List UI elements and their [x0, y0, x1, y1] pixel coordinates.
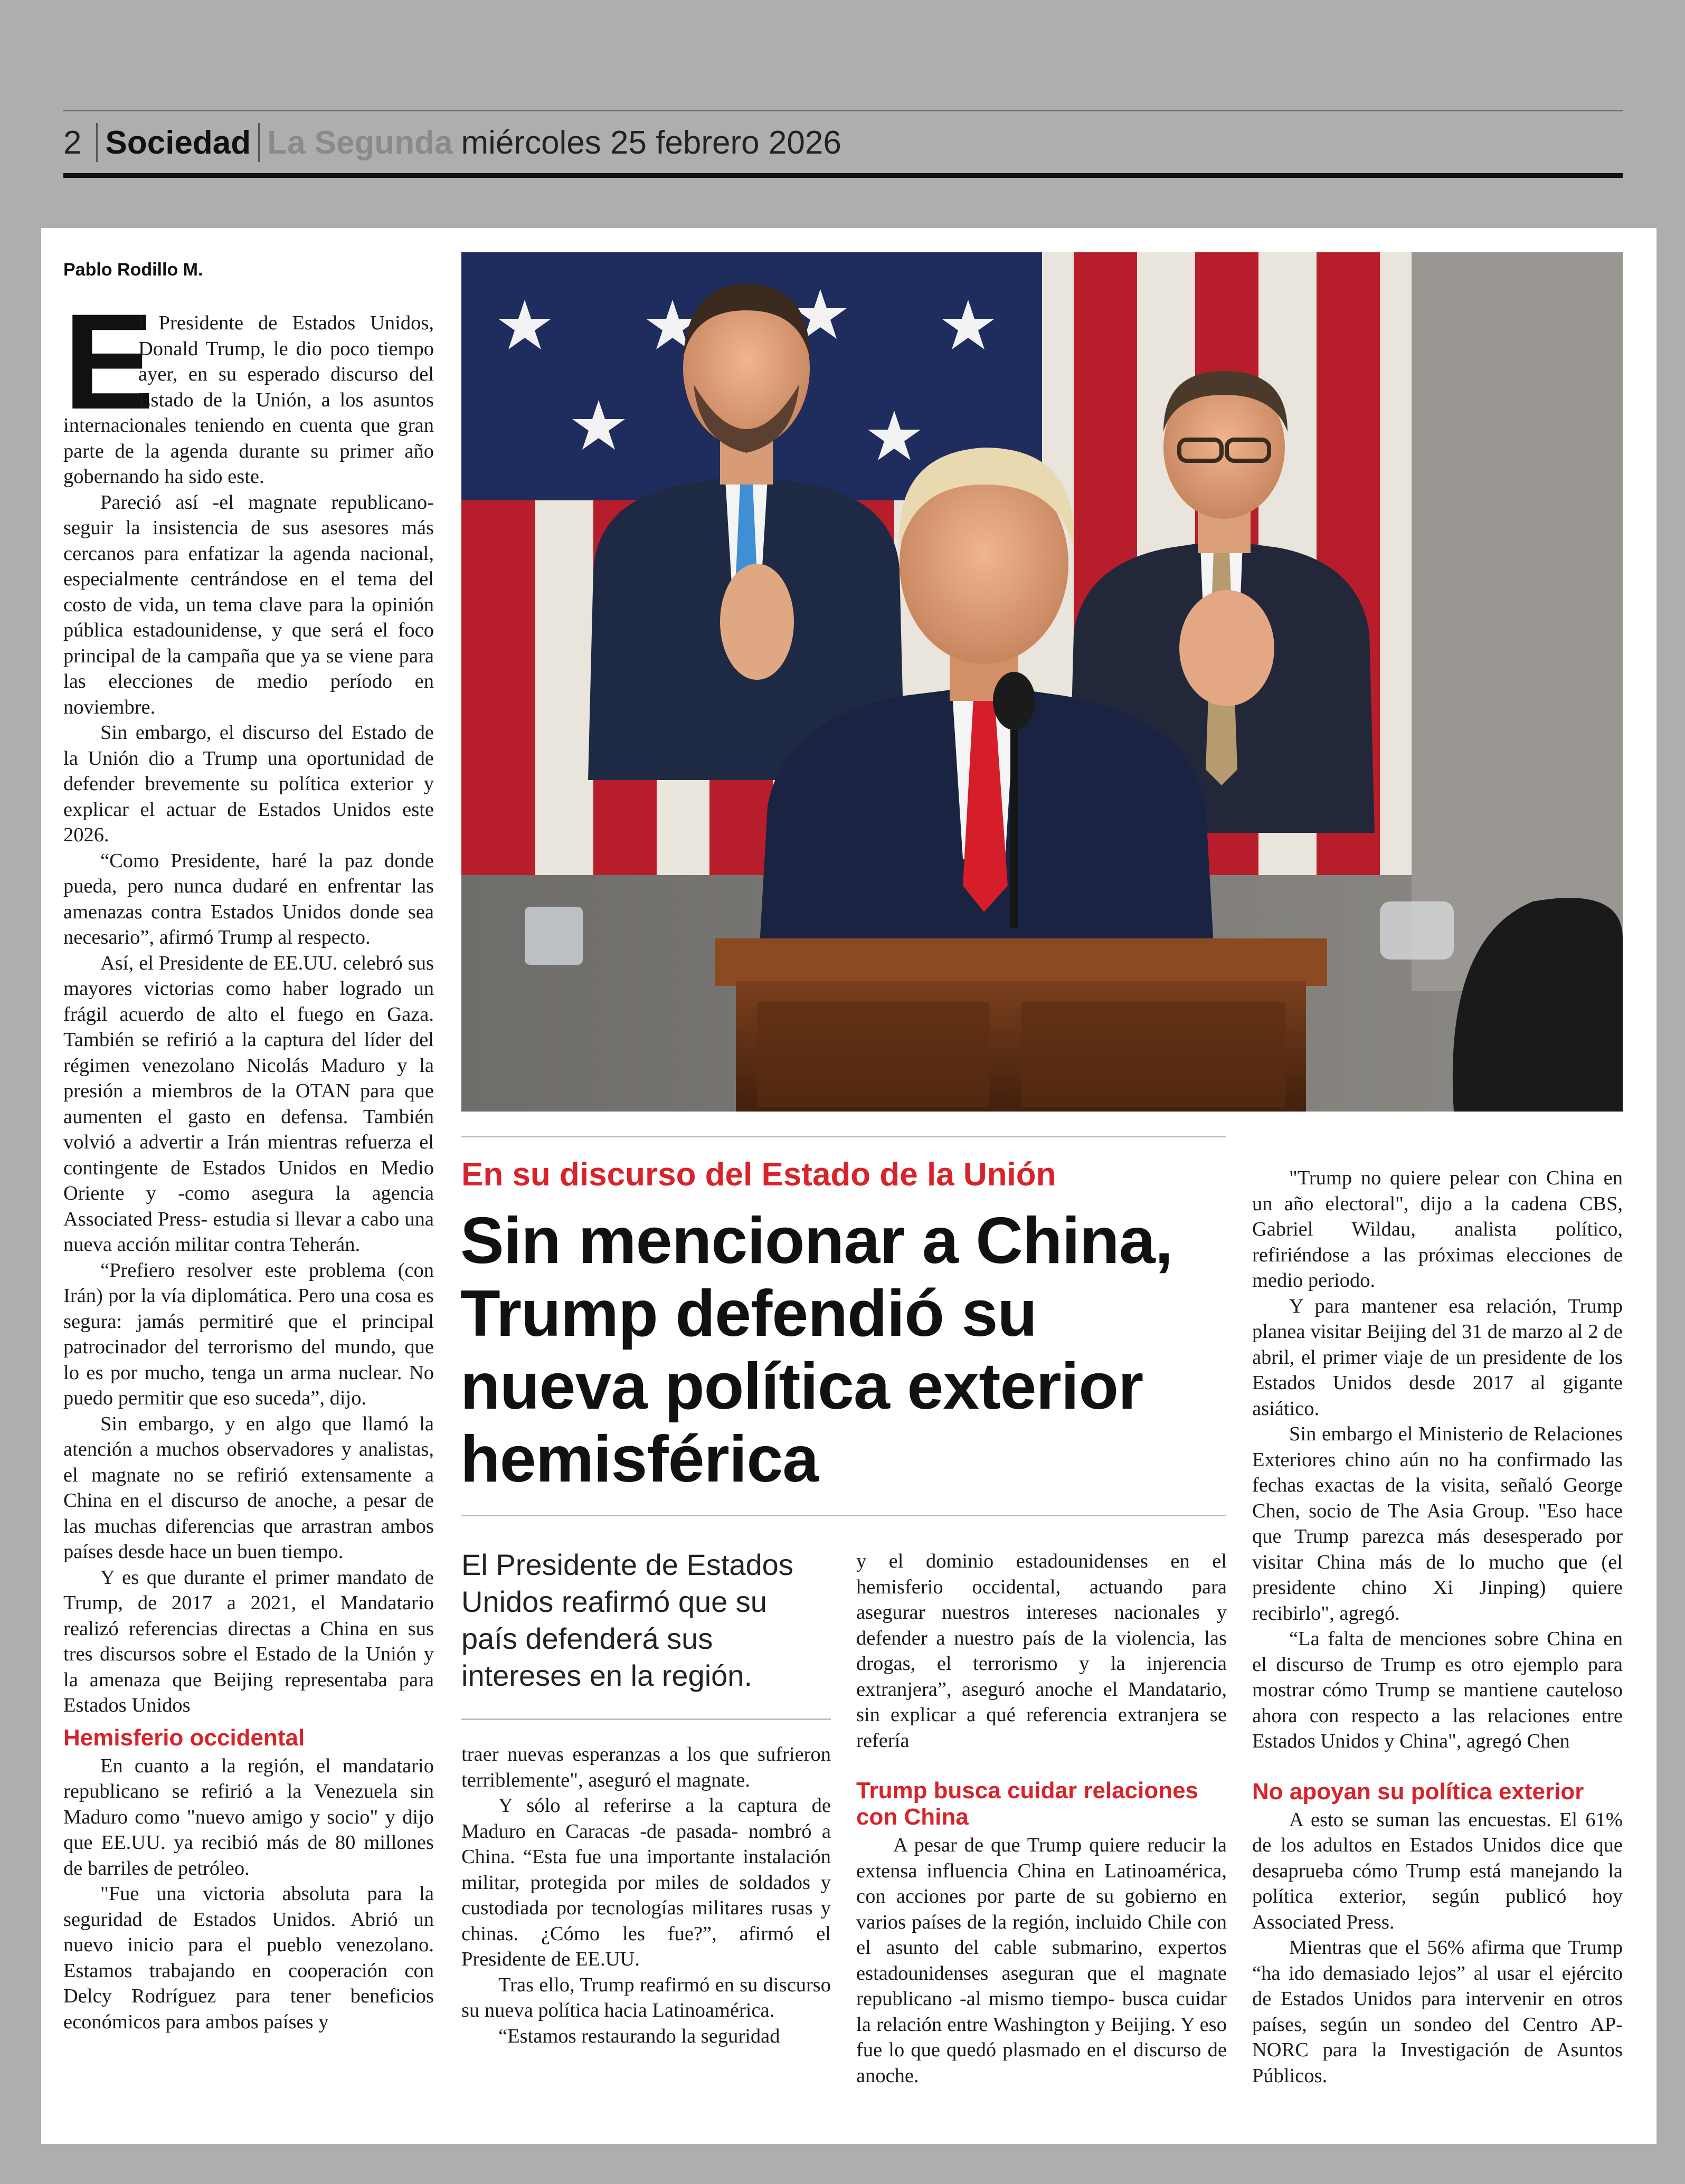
page-header [63, 117, 841, 168]
issue-date: miércoles 25 febrero 2026 [461, 124, 841, 161]
deck-summary: El Presidente de Estados Unidos reafirmó que su país defenderá sus intereses en la región. [461, 1548, 793, 1692]
divider-rule [461, 1718, 831, 1720]
body-paragraph: Y es que durante el primer mandato de Trump, de 2017 a 2021, el Mandatario realizó referencias directas a China en sus tres discursos sobre el Estado de la Unión y la amenaza que Beijing representaba para Estados Unidos [63, 1566, 434, 1716]
body-paragraph: traer nuevas esperanzas a los que sufrieron terriblemente", aseguró el magnate. [461, 1743, 831, 1791]
header-divider [258, 123, 260, 162]
byline: Pablo Rodillo M. [63, 260, 203, 280]
divider-rule [461, 1136, 1226, 1137]
body-paragraph: “Estamos restaurando la seguridad [498, 2025, 780, 2047]
body-paragraph: “Prefiero resolver este problema (con Irán) por la vía diplomática. Pero una cosa es segura: jamás permitiré que el principal patrocinador del terrorismo del mundo, que lo es por mucho, tenga un arma nuclear. No puedo permitir que eso suceda”, dijo. [63, 1259, 434, 1409]
body-paragraph: “La falta de menciones sobre China en el discurso de Trump es otro ejemplo para mostrar cómo Trump se mantiene cauteloso ahora con respecto a las relaciones entre Estados Unidos y China", agregó Chen [1252, 1628, 1623, 1752]
subhead-hemisferio: Hemisferio occidental [63, 1724, 305, 1751]
lead-text: l Presidente de Estados Unidos, Donald Trump, le dio poco tiempo ayer, en su esperado discurso del Estado de la Unión, a los asuntos internacionales teniendo en cuenta que gran parte de la agenda durante su primer año gobernando ha sido este. [63, 312, 434, 488]
body-paragraph: "Fue una victoria absoluta para la seguridad de Estados Unidos. Abrió un nuevo inicio para el pueblo venezolano. Estamos trabajando en cooperación con Delcy Rodríguez para tener beneficios económicos para ambos países y [63, 1883, 434, 2033]
body-paragraph: Sin embargo, el discurso del Estado de la Unión dio a Trump una oportunidad de defender brevemente su política exterior y explicar el actuar de Estados Unidos este 2026. [63, 721, 434, 846]
body-paragraph: Y sólo al referirse a la captura de Maduro en Caracas -de pasada- nombró a China. “Esta fue una importante instalación militar, protegida por miles de soldados y custodiada por tecnologías militares rusas y chinas. ¿Cómo les fue?”, afirmó el Presidente de EE.UU. [461, 1794, 831, 1970]
subhead-relaciones-china: Trump busca cuidar relaciones con China [856, 1778, 1199, 1830]
section-name: Sociedad [105, 124, 251, 161]
subhead-politica-exterior: No apoyan su política exterior [1252, 1778, 1584, 1805]
crystal-dish [1380, 901, 1454, 960]
publication-name: La Segunda [267, 124, 453, 161]
body-paragraph: Tras ello, Trump reafirmó en su discurso su nueva política hacia Latinoamérica. [461, 1973, 831, 2021]
state-of-union-photo [461, 252, 1623, 1112]
drop-cap: E [63, 285, 155, 438]
article-column-2 [461, 1742, 831, 2049]
header-bottom-rule [63, 173, 1623, 178]
header-divider [96, 123, 98, 162]
body-paragraph: En cuanto a la región, el mandatario republicano se refirió a la Venezuela sin Maduro como "nuevo amigo y socio" y dijo que EE.UU. ya recibió más de 80 millones de barriles de petróleo. [63, 1754, 434, 1879]
body-paragraph: A esto se suman las encuestas. El 61% de los adultos en Estados Unidos dice que desaprueba cómo Trump está manejando la política exterior, según publicó hoy Associated Press. [1252, 1808, 1623, 1933]
body-paragraph: Y para mantener esa relación, Trump planea visitar Beijing del 31 de marzo al 2 de abril, el primer viaje de un presidente de los Estados Unidos desde 2017 al gigante asiático. [1252, 1295, 1623, 1420]
podium [715, 938, 1327, 1112]
body-paragraph: A pesar de que Trump quiere reducir la extensa influencia China en Latinoamérica, con acciones por parte de su gobierno en varios países de la región, incluido Chile con el asunto del cable submarino, expertos estadounidenses aseguran que el magnate republicano -al mismo tiempo- busca cuidar la relación entre Washington y Beijing. Y eso fue lo que quedó plasmado en el discurso de anoche. [856, 1834, 1227, 2087]
article-column-3 [856, 1549, 1227, 2088]
body-paragraph: Así, el Presidente de EE.UU. celebró sus mayores victorias como haber logrado un frágil acuerdo de alto el fuego en Gaza. También se refirió a la captura del líder del régimen venezolano Nicolás Maduro y la presión a miembros de la OTAN para que aumenten el gasto en defensa. También volvió a advertir a Irán mientras refuerza el contingente de Estados Unidos en Medio Oriente y -como asegura la agencia Associated Press- estudia si llevar a cabo una nueva acción militar contra Teherán. [63, 952, 434, 1256]
lead-paragraph [63, 285, 434, 490]
body-paragraph: "Trump no quiere pelear con China en un año electoral", dijo a la cadena CBS, Gabriel Wildau, analista político, refiriéndose a las próximas elecciones de medio periodo. [1252, 1167, 1623, 1292]
article-photo [461, 252, 1623, 1112]
body-paragraph: “Como Presidente, haré la paz donde pueda, pero nunca dudaré en enfrentar las amenazas contra Estados Unidos donde sea necesario”, afirmó Trump al respecto. [63, 849, 434, 948]
body-paragraph: Mientras que el 56% afirma que Trump “ha ido demasiado lejos” al usar el ejército de Estados Unidos para intervenir en otros países, según un sondeo del Centro AP-NORC para la Investigación de Asuntos Públicos. [1252, 1936, 1623, 2087]
header-top-rule [63, 110, 1623, 111]
body-paragraph: Pareció así -el magnate republicano- seguir la insistencia de sus asesores más cercanos para enfatizar la agenda nacional, especialmente centrándose en el tema del costo de vida, un tema clave para la opinión pública estadounidense, y que será el foco principal de la campaña que ya se viene para las elecciones de medio período en noviembre. [63, 491, 434, 718]
body-paragraph: y el dominio estadounidenses en el hemisferio occidental, actuando para asegurar nuestros intereses nacionales y defender a nuestro país de la violencia, las drogas, el terrorismo y la injerencia extranjera”, aseguró anoche el Mandatario, sin explicar a qué referencia extranjera se refería [856, 1550, 1227, 1752]
water-glass [525, 907, 583, 965]
page-number: 2 [63, 124, 82, 161]
kicker: En su discurso del Estado de la Unión [461, 1156, 1056, 1193]
article-column-4 [1252, 1165, 1623, 2088]
body-paragraph: Sin embargo, y en algo que llamó la atención a muchos observadores y analistas, el magnate no se refirió extensamente a China en el discurso de anoche, a pesar de las muchas diferencias que arrastran ambos países desde hace un buen tiempo. [63, 1412, 434, 1563]
marble-pillar [1412, 252, 1623, 991]
body-paragraph: Sin embargo el Ministerio de Relaciones Exteriores chino aún no ha confirmado las fechas exactas de la visita, señaló George Chen, socio de The Asia Group. "Eso hace que Trump parezca más desesperado por visitar China más de lo mucho que (el presidente chino Xi Jinping) quiere recibirlo", agregó. [1252, 1423, 1623, 1625]
headline: Sin mencionar a China, Trump defendió su nueva política exterior hemisférica [460, 1204, 1173, 1496]
article-column-1 [63, 285, 434, 2035]
divider-rule [461, 1515, 1226, 1516]
